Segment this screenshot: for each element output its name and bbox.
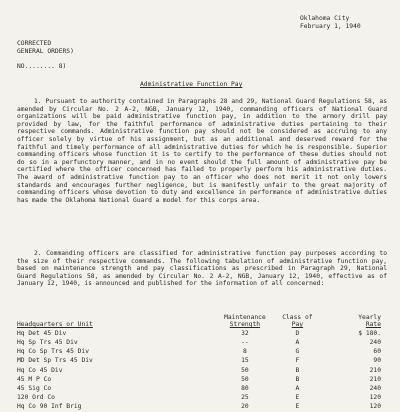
document-title: Administrative Function Pay <box>140 81 243 88</box>
table-row: Hq Co 45 Div 50 B 210 <box>17 366 381 374</box>
table-row: Hq Co Sp Trs 45 Div 8 G 60 <box>17 348 381 356</box>
table-row: Hq Co 90 Inf Brig 20 E 120 <box>17 403 381 411</box>
header-strength: Maintenance Strength <box>224 314 266 329</box>
table-row: 45 M P Co 50 B 210 <box>17 375 381 383</box>
header-class: Class of Pay <box>282 314 313 329</box>
date-line: February 1, 1940 <box>300 23 361 30</box>
order-label-line2: GENERAL ORDERS) <box>17 48 74 55</box>
city-line: Oklahoma City <box>300 15 350 22</box>
table-row: 120 Ord Co 25 E 120 <box>17 394 381 402</box>
table-row: Hq Sp Trs 45 Div -- A 240 <box>17 339 381 347</box>
order-label-line1: CORRECTED <box>17 40 52 47</box>
header-unit: Headquarters or Unit <box>17 321 93 329</box>
table-row: Hq Det 45 Div 32 D $ 180. <box>17 329 381 337</box>
table-header-row <box>17 314 387 329</box>
header-rate: Yearly Rate <box>358 314 381 329</box>
pay-table <box>17 314 387 412</box>
paragraph-2: 2. Commanding officers are classified for administrative function pay purposes according to the size of their respective commands. The following tabulation of administrative function pay, based on maintenance strength and pay classifications as prescribed in Paragraph 29, National Guard Regulations 58, as amended by Circular No. 2 A-2, NGB, January 12, 1940, effective as of January 12, 1940, is announced and published for the information of all concerned: <box>17 250 387 288</box>
paragraph-1: 1. Pursuant to authority contained in Paragraphs 28 and 29, National Guard Regulations 58, as amended by Circular No. 2 A-2, NGB, January 12, 1940, commanding officers of National Guard organizations will be paid administrative function pay, in addition to the armory drill pay provided by law, for the faithful performance of administrative duties pertaining to their respective commands. Administrative function pay should not be considered as accruing to any officer solely by virtue of his assignment, but as an additional and deserved reward for the faithful and timely performance of all administrative duties for which he is responsible. Superior commanding officers whose function it is to certify to the performance of these duties should not do so in a perfunctory manner, and in no event should the full amount of administrative pay be certified where the officer concerned has failed to properly perform his administrative duties. The award of administrative function pay to an officer who does not merit it not only lowers standards and encourages further negligence, but is manifestly unfair to the great majority of commanding officers whose devotion to duty and excellence in performance of administrative duties has made the Oklahoma National Guard a model for this corps area. <box>17 98 387 204</box>
table-row: MD Det Sp Trs 45 Div 15 F 90 <box>17 357 381 365</box>
order-number: NO........ 8) <box>17 63 67 70</box>
table-row: 45 Sig Co 80 A 240 <box>17 385 381 393</box>
